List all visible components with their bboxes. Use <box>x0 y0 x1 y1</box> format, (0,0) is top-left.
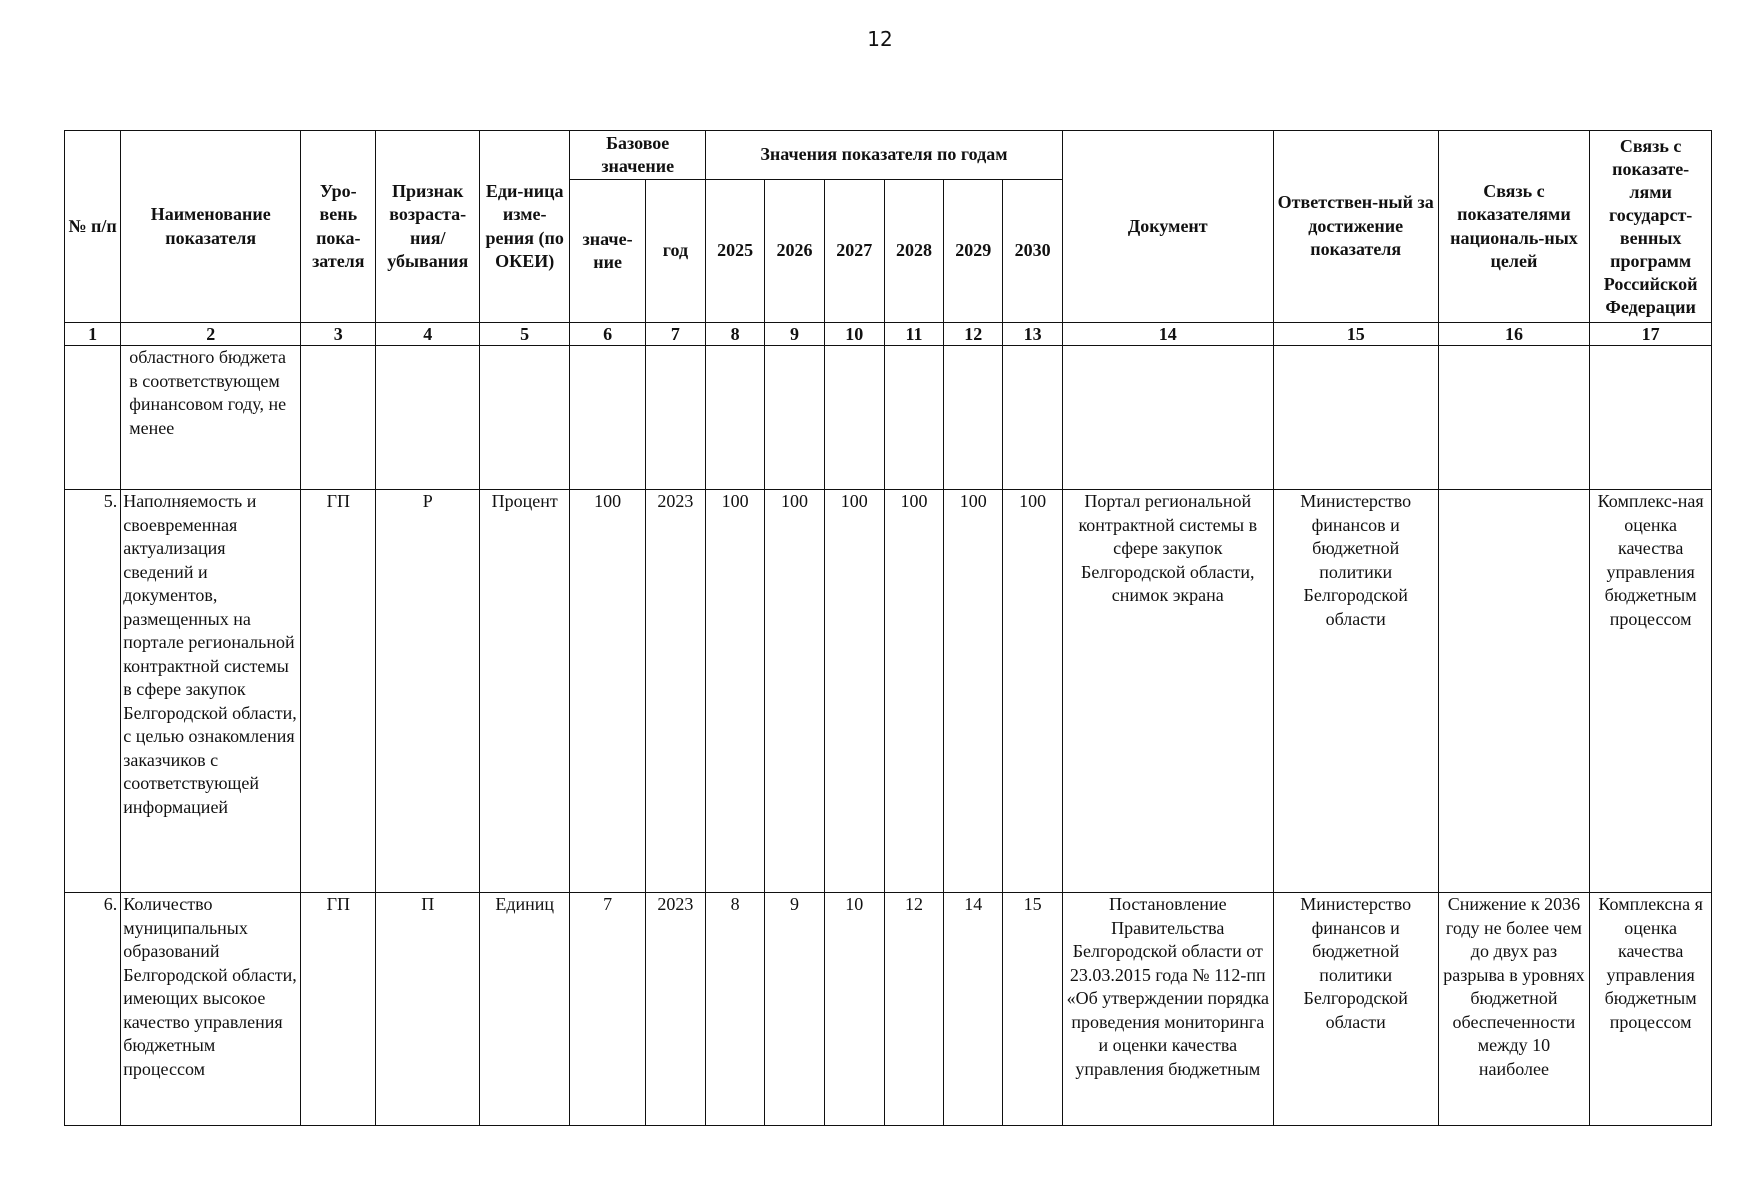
header-base-value: значе-ние <box>570 180 645 323</box>
state-program-link: Комплекс-ная оценка качества управления бюджетным процессом <box>1590 490 1712 893</box>
row-number: 6. <box>65 893 121 1126</box>
row-number: 5. <box>65 490 121 893</box>
column-number: 4 <box>376 323 479 346</box>
page-number: 12 <box>867 27 893 51</box>
responsible: Министерство финансов и бюджетной политики Белгородской области <box>1273 893 1438 1126</box>
header-yearly-values: Значения показателя по годам <box>706 131 1063 180</box>
national-goal-link <box>1438 346 1590 490</box>
document: Портал региональной контрактной системы в сфере закупок Белгородской области, снимок экрана <box>1062 490 1273 893</box>
value-2028 <box>884 346 943 490</box>
column-number: 15 <box>1273 323 1438 346</box>
header-responsible: Ответствен-ный за достижение показателя <box>1273 131 1438 323</box>
column-number: 5 <box>479 323 569 346</box>
table-row <box>65 490 1712 893</box>
indicator-name: областного бюджета в соответствующем финансовом году, не менее <box>121 346 301 490</box>
column-number: 16 <box>1438 323 1590 346</box>
column-number: 1 <box>65 323 121 346</box>
column-number: 6 <box>570 323 645 346</box>
responsible: Министерство финансов и бюджетной политики Белгородской области <box>1273 490 1438 893</box>
indicator-level <box>301 346 376 490</box>
header-number: № п/п <box>65 131 121 323</box>
indicator-trend: П <box>376 893 479 1126</box>
document: Постановление Правительства Белгородской области от 23.03.2015 года № 112-пп «Об утверждении порядка проведения мониторинга и оценки качества управления бюджетным <box>1062 893 1273 1126</box>
base-year: 2023 <box>645 893 705 1126</box>
indicator-trend <box>376 346 479 490</box>
value-2028: 100 <box>884 490 943 893</box>
value-2029: 100 <box>944 490 1003 893</box>
indicator-unit: Единиц <box>479 893 569 1126</box>
header-year-2030: 2030 <box>1003 180 1062 323</box>
value-2025: 100 <box>706 490 765 893</box>
header-year-2026: 2026 <box>765 180 824 323</box>
value-2029: 14 <box>944 893 1003 1126</box>
column-number: 8 <box>706 323 765 346</box>
column-number: 11 <box>884 323 943 346</box>
column-number: 10 <box>824 323 884 346</box>
header-year-2025: 2025 <box>706 180 765 323</box>
header-trend: Признак возраста-ния/ убывания <box>376 131 479 323</box>
value-2027 <box>824 346 884 490</box>
national-goal-link: Снижение к 2036 году не более чем до двух раз разрыва в уровнях бюджетной обеспеченности между 10 наиболее <box>1438 893 1590 1126</box>
column-number: 9 <box>765 323 824 346</box>
value-2030: 15 <box>1003 893 1062 1126</box>
value-2026: 9 <box>765 893 824 1126</box>
column-number: 12 <box>944 323 1003 346</box>
value-2030 <box>1003 346 1062 490</box>
national-goal-link <box>1438 490 1590 893</box>
header-indicator-name: Наименование показателя <box>121 131 301 323</box>
indicator-level: ГП <box>301 893 376 1126</box>
column-number: 17 <box>1590 323 1712 346</box>
indicators-table <box>64 130 1712 1126</box>
base-value: 100 <box>570 490 645 893</box>
header-unit: Еди-ница изме-рения (по ОКЕИ) <box>479 131 569 323</box>
base-year <box>645 346 705 490</box>
indicator-name: Количество муниципальных образований Белгородской области, имеющих высокое качество управления бюджетным процессом <box>121 893 301 1126</box>
header-base-value-group: Базовое значение <box>570 131 706 180</box>
header-year-2027: 2027 <box>824 180 884 323</box>
column-number: 3 <box>301 323 376 346</box>
header-year-2028: 2028 <box>884 180 943 323</box>
responsible <box>1273 346 1438 490</box>
column-number: 2 <box>121 323 301 346</box>
value-2029 <box>944 346 1003 490</box>
value-2025: 8 <box>706 893 765 1126</box>
header-national-goals: Связь с показателями националь-ных целей <box>1438 131 1590 323</box>
indicator-unit: Процент <box>479 490 569 893</box>
value-2027: 10 <box>824 893 884 1126</box>
value-2027: 100 <box>824 490 884 893</box>
value-2030: 100 <box>1003 490 1062 893</box>
state-program-link: Комплексна я оценка качества управления бюджетным процессом <box>1590 893 1712 1126</box>
indicator-trend: Р <box>376 490 479 893</box>
base-value <box>570 346 645 490</box>
state-program-link <box>1590 346 1712 490</box>
table-row <box>65 346 1712 490</box>
document <box>1062 346 1273 490</box>
table-row <box>65 893 1712 1126</box>
indicator-level: ГП <box>301 490 376 893</box>
indicator-unit <box>479 346 569 490</box>
row-number <box>65 346 121 490</box>
column-number: 7 <box>645 323 705 346</box>
column-number: 14 <box>1062 323 1273 346</box>
base-value: 7 <box>570 893 645 1126</box>
header-level: Уро-вень пока-зателя <box>301 131 376 323</box>
header-document: Документ <box>1062 131 1273 323</box>
header-base-year: год <box>645 180 705 323</box>
header-year-2029: 2029 <box>944 180 1003 323</box>
header-state-programs: Связь с показате-лями государст-венных программ Российской Федерации <box>1590 131 1712 323</box>
base-year: 2023 <box>645 490 705 893</box>
value-2026 <box>765 346 824 490</box>
value-2025 <box>706 346 765 490</box>
value-2028: 12 <box>884 893 943 1126</box>
column-number: 13 <box>1003 323 1062 346</box>
indicator-name: Наполняемость и своевременная актуализация сведений и документов, размещенных на портале региональной контрактной системы в сфере закупок Белгородской области, с целью ознакомления заказчиков с соответствующей информацией <box>121 490 301 893</box>
value-2026: 100 <box>765 490 824 893</box>
